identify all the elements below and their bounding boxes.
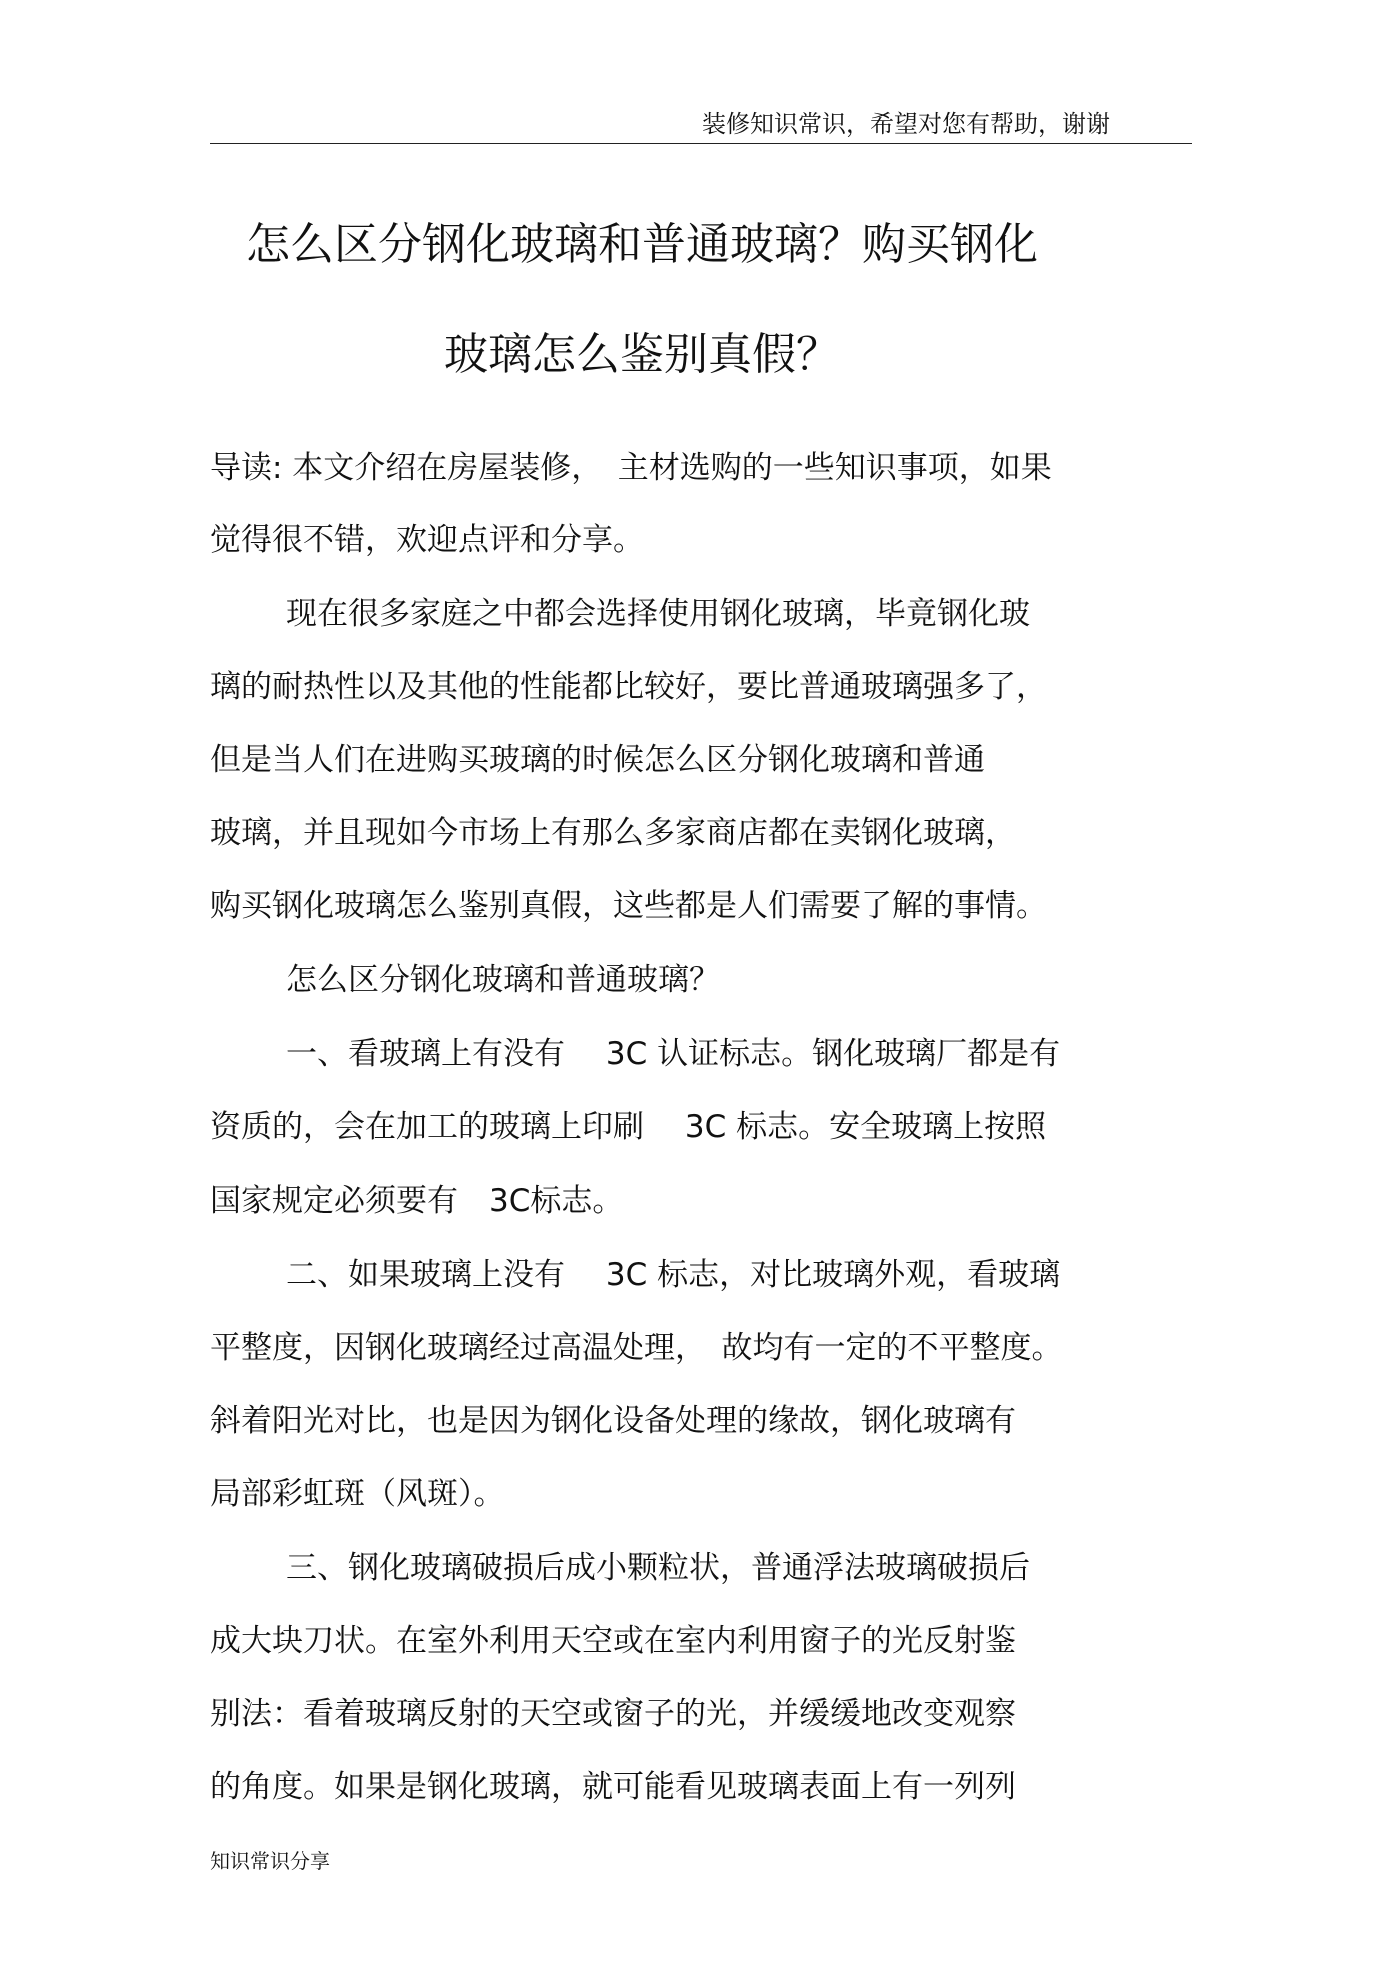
- page-footer: 知识常识分享: [210, 1849, 330, 1873]
- paragraph-line: 三、钢化玻璃破损后成小颗粒状，普通浮法玻璃破损后: [286, 1550, 1030, 1586]
- paragraph-line: 玻璃，并且现如今市场上有那么多家商店都在卖钢化玻璃，: [210, 815, 1016, 851]
- document-title-line-2: 玻璃怎么鉴别真假？: [444, 329, 840, 380]
- paragraph-line: 局部彩虹斑（风斑）。: [210, 1476, 505, 1512]
- paragraph-line: 的角度。如果是钢化玻璃，就可能看见玻璃表面上有一列列: [210, 1769, 1016, 1805]
- paragraph-line: 资质的，会在加工的玻璃上印刷 3C 标志。安全玻璃上按照: [210, 1109, 1047, 1145]
- section-heading: 怎么区分钢化玻璃和普通玻璃？: [286, 962, 720, 998]
- paragraph-line: 二、如果玻璃上没有 3C 标志，对比玻璃外观，看玻璃: [286, 1257, 1061, 1293]
- paragraph-line: 斜着阳光对比，也是因为钢化设备处理的缘故，钢化玻璃有: [210, 1403, 1016, 1439]
- paragraph-line: 平整度，因钢化玻璃经过高温处理， 故均有一定的不平整度。: [210, 1330, 1063, 1366]
- page-header: 装修知识常识，希望对您有帮助，谢谢: [702, 110, 1110, 138]
- paragraph-line: 但是当人们在进购买玻璃的时候怎么区分钢化玻璃和普通: [210, 742, 985, 778]
- paragraph-line: 别法：看着玻璃反射的天空或窗子的光，并缓缓地改变观察: [210, 1696, 1016, 1732]
- header-divider: [210, 143, 1192, 144]
- document-title-line-1: 怎么区分钢化玻璃和普通玻璃？购买钢化: [246, 219, 1038, 270]
- paragraph-line: 一、看玻璃上有没有 3C 认证标志。钢化玻璃厂都是有: [286, 1036, 1061, 1072]
- paragraph-line: 觉得很不错，欢迎点评和分享。: [210, 522, 644, 558]
- paragraph-line: 导读: 本文介绍在房屋装修， 主材选购的一些知识事项，如果: [210, 450, 1052, 486]
- paragraph-line: 购买钢化玻璃怎么鉴别真假，这些都是人们需要了解的事情。: [210, 888, 1047, 924]
- paragraph-line: 现在很多家庭之中都会选择使用钢化玻璃，毕竟钢化玻: [286, 596, 1030, 632]
- paragraph-line: 璃的耐热性以及其他的性能都比较好，要比普通玻璃强多了，: [210, 669, 1047, 705]
- paragraph-line: 成大块刀状。在室外利用天空或在室内利用窗子的光反射鉴: [210, 1623, 1016, 1659]
- paragraph-line: 国家规定必须要有 3C标志。: [210, 1183, 624, 1219]
